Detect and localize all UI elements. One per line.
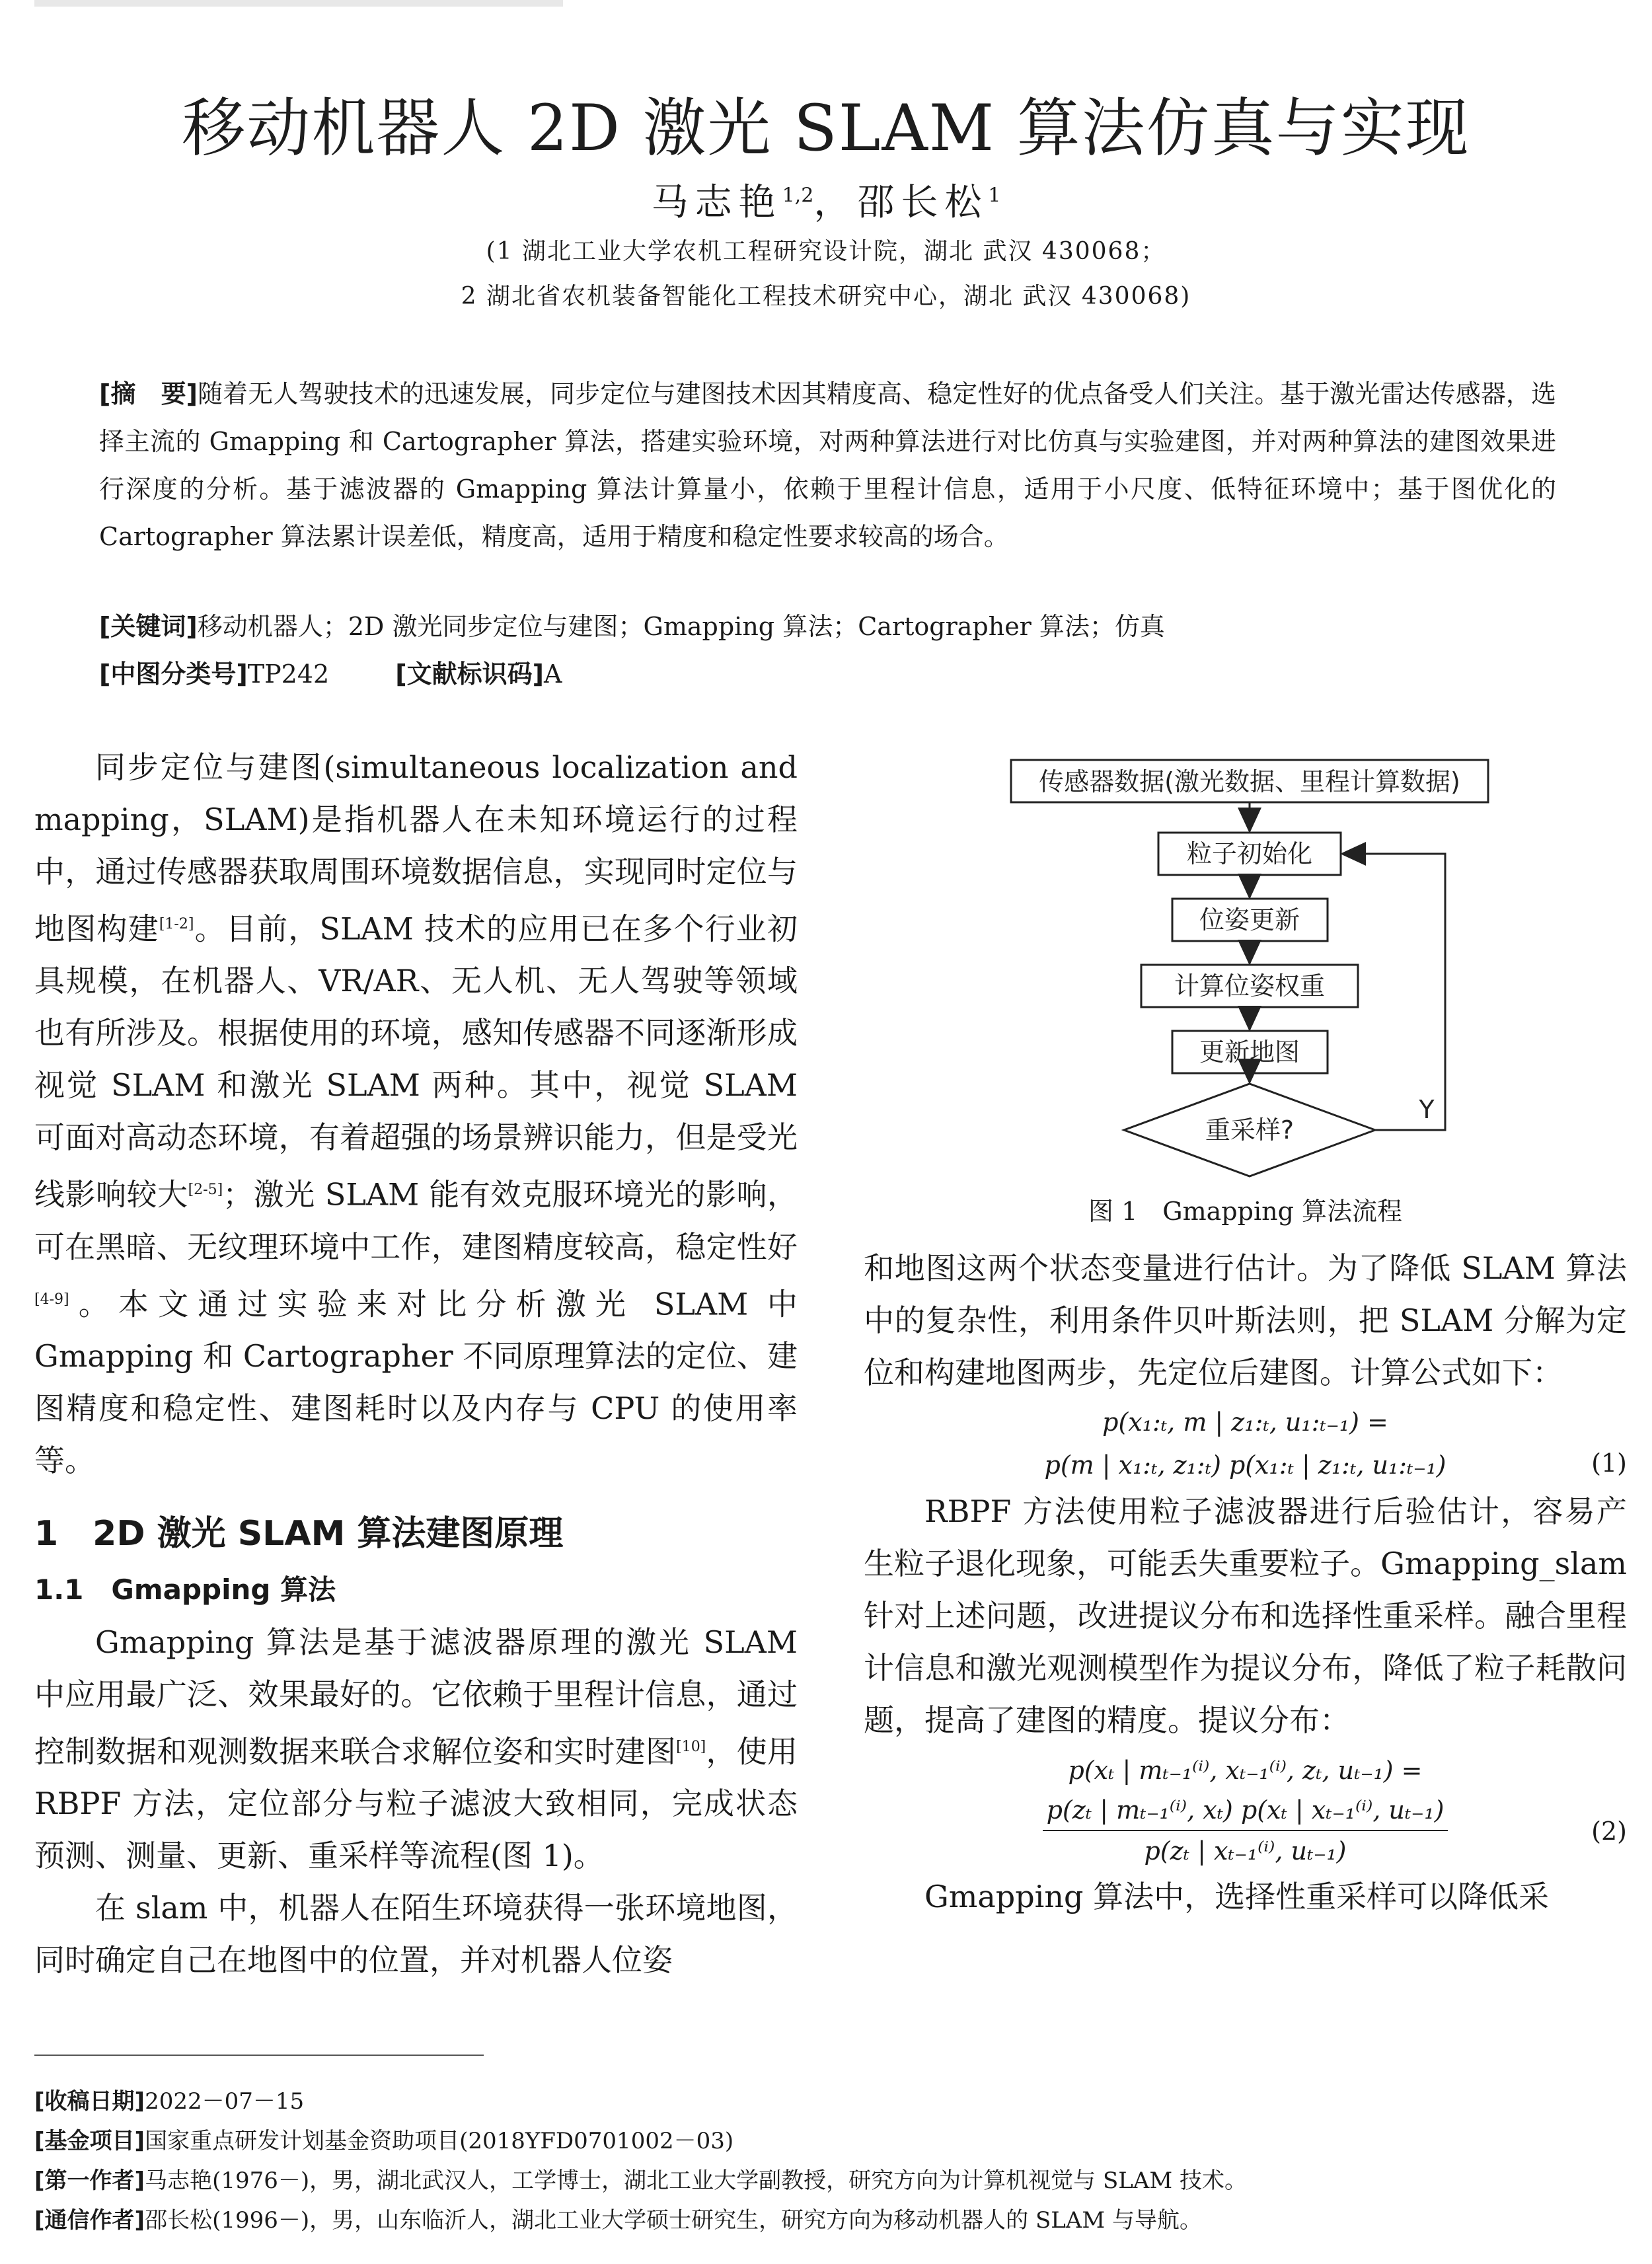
keywords-line [99, 603, 1556, 650]
footnote-corresponding-author: [通信作者]邵长松(1996－)，男，山东临沂人，湖北工业大学硕士研究生，研究方向为移动机器人的 SLAM 与导航。 [34, 2207, 1202, 2234]
authors-line [0, 173, 1652, 226]
flow-label-map-update: 更新地图 [1199, 1038, 1300, 1067]
abstract-label: [摘 要] [99, 379, 198, 408]
right-paragraph-3: Gmapping 算法中，选择性重采样可以降低采 [924, 1879, 1550, 1914]
right-column [864, 1242, 1627, 1923]
flow-label-init: 粒子初始化 [1186, 839, 1313, 868]
author-1-affil: 1,2 [782, 184, 814, 208]
citation: [1-2] [159, 916, 194, 932]
right-paragraph-1: 和地图这两个状态变量进行估计。为了降低 SLAM 算法中的复杂性，利用条件贝叶斯法则，把 SLAM 分解为定位和构建地图两步，先定位后建图。计算公式如下： [864, 1250, 1627, 1390]
figure-1-caption: 图 1 Gmapping 算法流程 [1088, 1197, 1402, 1226]
flow-label-sensor: 传感器数据(激光数据、里程计算数据) [1039, 767, 1460, 796]
equation-2 [864, 1751, 1627, 1871]
equation-1-line-2: p(m | x₁:ₜ, z₁:ₜ) p(x₁:ₜ | z₁:ₜ, u₁:ₜ₋₁) [1044, 1451, 1446, 1480]
doc-code-label: [文献标识码] [395, 660, 544, 689]
equation-2-denominator: p(zₜ | xₜ₋₁⁽ⁱ⁾, uₜ₋₁) [1144, 1836, 1347, 1866]
equation-1 [864, 1402, 1627, 1486]
affiliation-2: 2 湖北省农机装备智能化工程技术研究中心，湖北 武汉 430068) [461, 283, 1191, 310]
right-paragraph-2: RBPF 方法使用粒子滤波器进行后验估计，容易产生粒子退化现象，可能丢失重要粒子。Gmapping_slam 针对上述问题，改进提议分布和选择性重采样。融合里程计信息和激光观测模型作为提议分布，降低了粒子耗散问题，提高了建图的精度。提议分布： [864, 1493, 1627, 1738]
equation-2-numerator: p(zₜ | mₜ₋₁⁽ⁱ⁾, xₜ) p(xₜ | xₜ₋₁⁽ⁱ⁾, uₜ₋₁) [1043, 1790, 1448, 1831]
footnote-first-author: [第一作者]马志艳(1976－)，男，湖北武汉人，工学博士，湖北工业大学副教授，研究方向为计算机视觉与 SLAM 技术。 [34, 2168, 1247, 2194]
doc-code-value: A [543, 660, 562, 689]
flow-label-weight: 计算位姿权重 [1174, 971, 1326, 1000]
author-2-affil: 1 [988, 184, 1001, 208]
abstract-block [99, 370, 1556, 560]
flow-label-yes: Y [1419, 1095, 1435, 1124]
clc-label: [中图分类号] [99, 660, 248, 689]
gmapping-paragraph: Gmapping 算法是基于滤波器原理的激光 SLAM 中应用最广泛、效果最好的。它依赖于里程计信息，通过控制数据和观测数据来联合求解位姿和实时建图[10]，使用 RBPF 方法，定位部分与粒子滤波大致相同，完成状态预测、测量、更新、重采样等流程(图 1)。 [34, 1624, 798, 1874]
footnote-rule [34, 2055, 484, 2056]
author-1: 马志艳 [651, 181, 782, 224]
equation-2-line-1: p(xₜ | mₜ₋₁⁽ⁱ⁾, xₜ₋₁⁽ⁱ⁾, zₜ, uₜ₋₁) = [1068, 1756, 1423, 1785]
author-separator: ， [813, 181, 858, 224]
affiliation-1: (1 湖北工业大学农机工程研究设计院，湖北 武汉 430068； [486, 238, 1166, 265]
page-header-strip [34, 0, 563, 7]
citation: [10] [676, 1738, 706, 1755]
keywords-text: 移动机器人；2D 激光同步定位与建图；Gmapping 算法；Cartographer 算法；仿真 [197, 612, 1165, 641]
left-column [34, 741, 798, 1986]
subsection-heading-1-1: 1.1 Gmapping 算法 [34, 1573, 336, 1606]
footnote-received: [收稿日期]2022－07－15 [34, 2088, 305, 2115]
abstract-text: 随着无人驾驶技术的迅速发展，同步定位与建图技术因其精度高、稳定性好的优点备受人们关注。基于激光雷达传感器，选择主流的 Gmapping 和 Cartographer 算法，搭建实验环境，对两种算法进行对比仿真与实验建图，并对两种算法的建图效果进行深度的分析。基于滤波器的 Gmapping 算法计算量小，依赖于里程计信息，适用于小尺度、低特征环境中；基于图优化的 Cartographer 算法累计误差低，精度高，适用于精度和稳定性要求较高的场合。 [99, 379, 1556, 551]
slam-paragraph: 在 slam 中，机器人在陌生环境获得一张环境地图，同时确定自己在地图中的位置，并对机器人位姿 [34, 1890, 798, 1979]
flow-label-pose-update: 位姿更新 [1199, 905, 1300, 934]
keywords-label: [关键词] [99, 612, 198, 641]
equation-1-number: (1) [1591, 1449, 1627, 1478]
figure-1-flowchart [864, 747, 1627, 1183]
author-2: 邵长松 [857, 181, 989, 224]
flow-label-resample: 重采样? [1205, 1115, 1295, 1145]
equation-1-line-1: p(x₁:ₜ, m | z₁:ₜ, u₁:ₜ₋₁) = [1102, 1408, 1388, 1437]
paper-title: 移动机器人 2D 激光 SLAM 算法仿真与实现 [182, 91, 1470, 165]
citation: [2-5] [188, 1182, 223, 1199]
footnote-funding: [基金项目]国家重点研发计划基金资助项目(2018YFD0701002－03) [34, 2128, 734, 2154]
clc-value: TP242 [247, 660, 330, 689]
equation-2-number: (2) [1591, 1817, 1627, 1846]
classification-line [99, 650, 1556, 698]
citation: [4-9] [34, 1291, 69, 1308]
intro-paragraph: 同步定位与建图(simultaneous localization and mapping，SLAM)是指机器人在未知环境运行的过程中，通过传感器获取周围环境数据信息，实现同时定位与地图构建[1-2]。目前，SLAM 技术的应用已在多个行业初具规模，在机器人、VR/AR、无人机、无人驾驶等领域也有所涉及。根据使用的环境，感知传感器不同逐渐形成视觉 SLAM 和激光 SLAM 两种。其中，视觉 SLAM 可面对高动态环境，有着超强的场景辨识能力，但是受光线影响较大[2-5]；激光 SLAM 能有效克服环境光的影响，可在黑暗、无纹理环境中工作，建图精度较高，稳定性好[4-9]。本文通过实验来对比分析激光 SLAM 中 Gmapping 和 Cartographer 不同原理算法的定位、建图精度和稳定性、建图耗时以及内存与 CPU 的使用率等。 [34, 749, 798, 1478]
section-heading-1: 1 2D 激光 SLAM 算法建图原理 [34, 1513, 564, 1554]
